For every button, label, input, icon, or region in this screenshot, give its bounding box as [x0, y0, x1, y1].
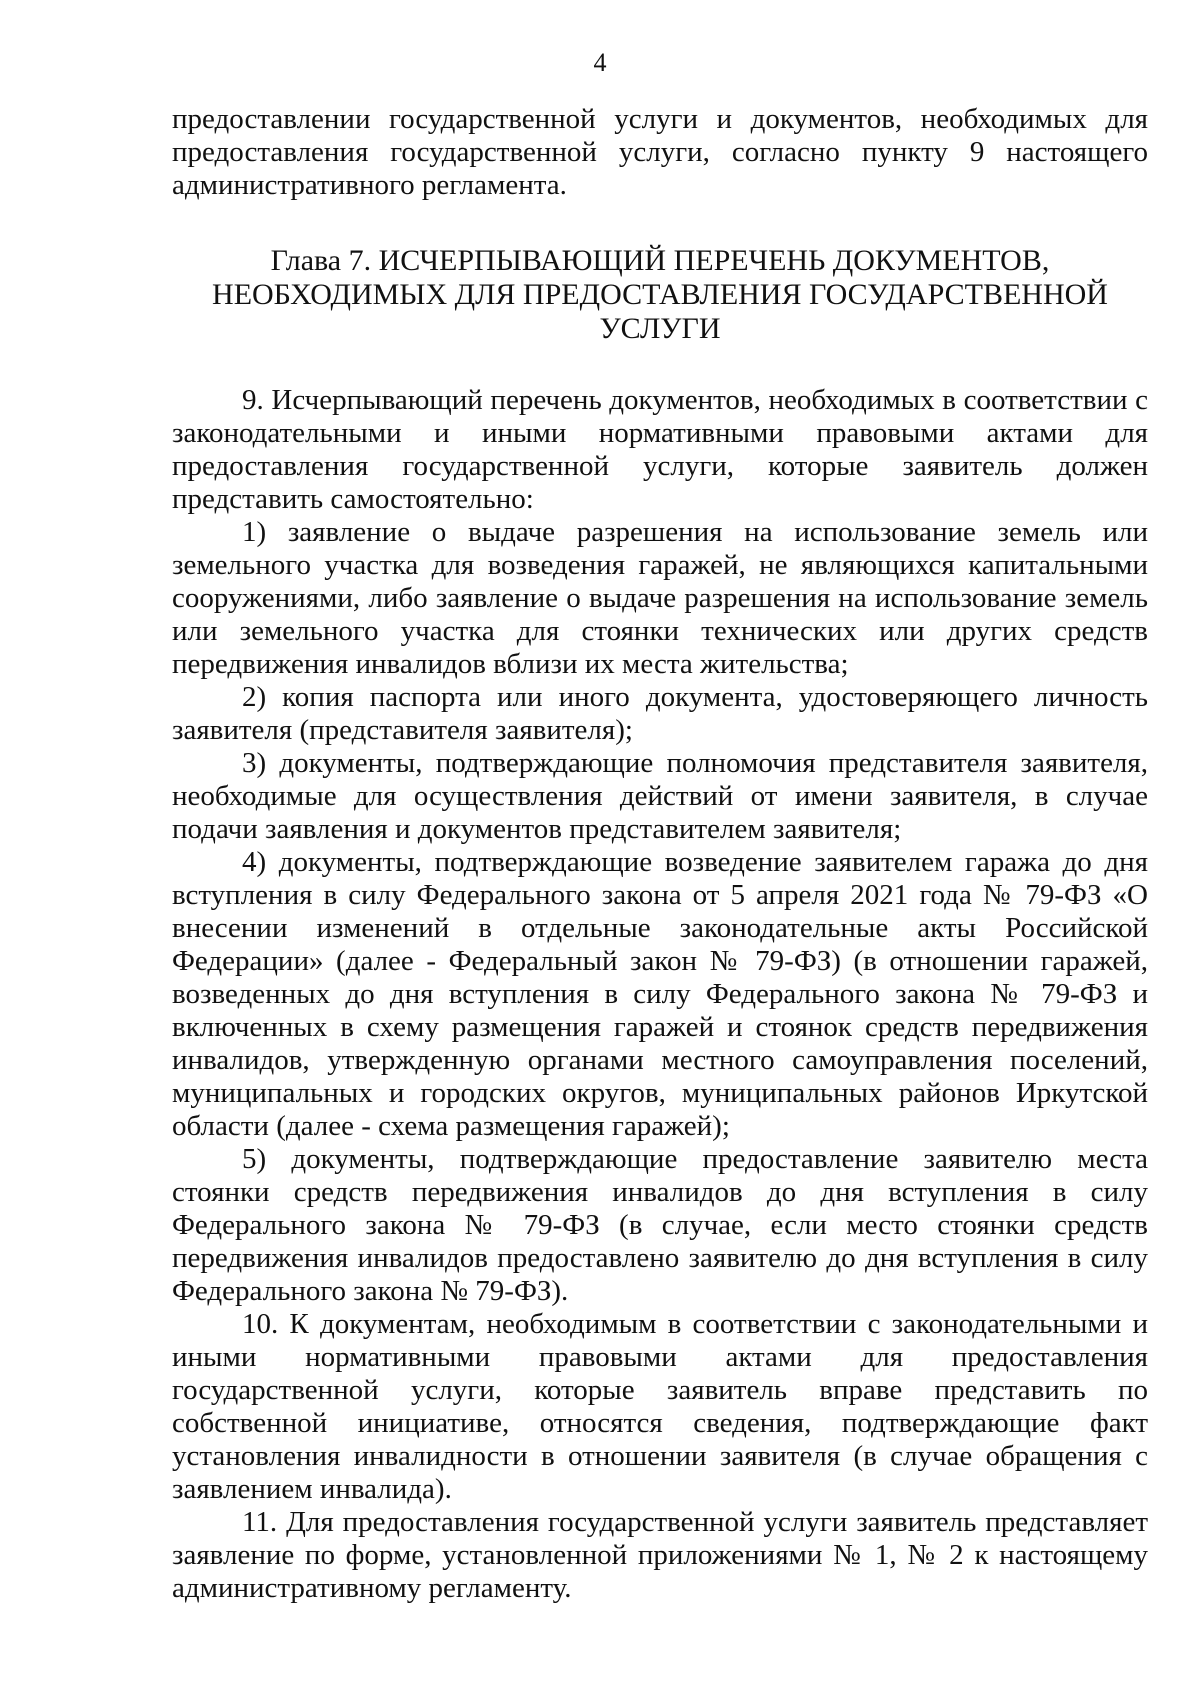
- list-item-2: 2) копия паспорта или иного документа, удостоверяющего личность заявителя (представителя заявителя);: [172, 681, 1148, 746]
- continuation-paragraph: предоставлении государственной услуги и документов, необходимых для предоставления государственной услуги, согласно пункту 9 настоящего административного регламента.: [172, 103, 1148, 201]
- paragraph-9: 9. Исчерпывающий перечень документов, необходимых в соответствии с законодательными и иными нормативными правовыми актами для предоставления государственной услуги, которые заявитель должен представить самостоятельно:: [172, 384, 1148, 515]
- list-item-3: 3) документы, подтверждающие полномочия представителя заявителя, необходимые для осуществления действий от имени заявителя, в случае подачи заявления и документов представителем заявителя;: [172, 747, 1148, 845]
- paragraph-11: 11. Для предоставления государственной услуги заявитель представляет заявление по форме, установленной приложениями № 1, № 2 к настоящему административному регламенту.: [172, 1506, 1148, 1604]
- chapter-heading-line: Глава 7. ИСЧЕРПЫВАЮЩИЙ ПЕРЕЧЕНЬ ДОКУМЕНТОВ,: [270, 244, 1050, 277]
- list-item-1: 1) заявление о выдаче разрешения на использование земель или земельного участка для возведения гаражей, не являющихся капитальными сооружениями, либо заявление о выдаче разрешения на использование земель или земельного участка для стоянки технических или других средств передвижения инвалидов вблизи их места жительства;: [172, 516, 1148, 680]
- chapter-heading-line: УСЛУГИ: [599, 312, 721, 345]
- chapter-heading-line: НЕОБХОДИМЫХ ДЛЯ ПРЕДОСТАВЛЕНИЯ ГОСУДАРСТВЕННОЙ: [212, 278, 1108, 311]
- document-body: [172, 103, 1148, 1605]
- page-number: 4: [593, 48, 607, 77]
- chapter-heading: [172, 244, 1148, 346]
- paragraph-10: 10. К документам, необходимым в соответствии с законодательными и иными нормативными правовыми актами для предоставления государственной услуги, которые заявитель вправе представить по собственной инициативе, относятся сведения, подтверждающие факт установления инвалидности в отношении заявителя (в случае обращения с заявлением инвалида).: [172, 1308, 1148, 1505]
- list-item-4: 4) документы, подтверждающие возведение заявителем гаража до дня вступления в силу Федерального закона от 5 апреля 2021 года № 79-ФЗ «О внесении изменений в отдельные законодательные акты Российской Федерации» (далее - Федеральный закон № 79-ФЗ) (в отношении гаражей, возведенных до дня вступления в силу Федерального закона № 79-ФЗ и включенных в схему размещения гаражей и стоянок средств передвижения инвалидов, утвержденную органами местного самоуправления поселений, муниципальных и городских округов, муниципальных районов Иркутской области (далее - схема размещения гаражей);: [172, 846, 1148, 1142]
- list-item-5: 5) документы, подтверждающие предоставление заявителю места стоянки средств передвижения инвалидов до дня вступления в силу Федерального закона № 79-ФЗ (в случае, если место стоянки средств передвижения инвалидов предоставлено заявителю до дня вступления в силу Федерального закона № 79-ФЗ).: [172, 1143, 1148, 1307]
